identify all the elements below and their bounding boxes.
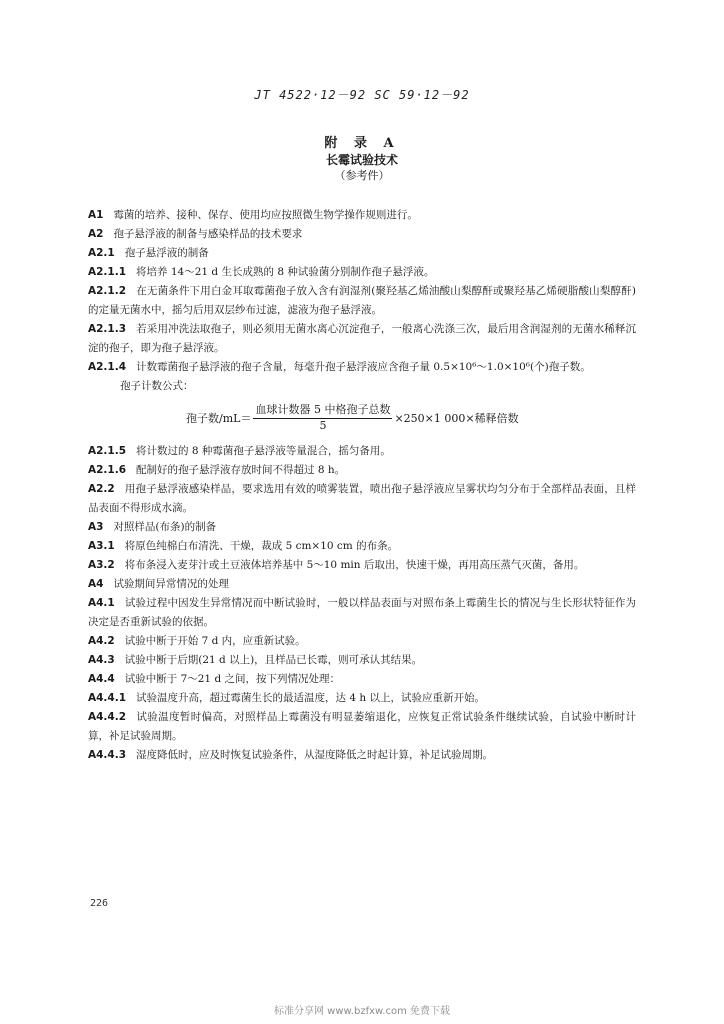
clause-text: 湿度降低时，应及时恢复试验条件，从湿度降低之时起计算，补足试验周期。 bbox=[136, 749, 494, 761]
clause bbox=[88, 480, 636, 518]
clause-number: A2.2 bbox=[88, 483, 115, 495]
clause-text: 将原色纯棉白布清洗、干燥，裁成 5 cm×10 cm 的布条。 bbox=[124, 540, 399, 552]
clause bbox=[88, 651, 636, 670]
clause-text: 对照样品(布条)的制备 bbox=[113, 521, 217, 533]
clause-number: A4.4.3 bbox=[88, 749, 127, 761]
clause-number: A3.2 bbox=[88, 559, 115, 571]
clause-text: 试验中断于开始 7 d 内，应重新试验。 bbox=[124, 635, 306, 647]
clause-text: 若采用冲洗法取孢子，则必须用无菌水离心沉淀孢子，一般离心洗涤三次，最后用含润湿剂的无菌水稀释沉淀的孢子，即为孢子悬浮液。 bbox=[88, 323, 636, 354]
page-number: 226 bbox=[90, 898, 109, 909]
clause bbox=[88, 206, 636, 225]
clause-text: 孢子悬浮液的制备 bbox=[124, 247, 209, 259]
clause-number: A4 bbox=[88, 578, 104, 590]
standard-code-header: JT 4522·12－92 SC 59·12－92 bbox=[254, 88, 470, 102]
clause-text: 试验中断于后期(21 d 以上)，且样品已长霉，则可承认其结果。 bbox=[124, 654, 423, 666]
footer-watermark: 标准分享网 www.bzfxw.com 免费下载 bbox=[274, 1006, 450, 1017]
appendix-title: 附 录 A bbox=[324, 136, 400, 151]
clause bbox=[88, 556, 636, 575]
clause-text: 试验中断于 7～21 d 之间，按下列情况处理： bbox=[124, 673, 341, 685]
clause-number: A4.2 bbox=[88, 635, 115, 647]
clause-text: 将布条浸入麦芽汁或土豆液体培养基中 5～10 min 后取出，快速干燥，再用高压蒸气灭菌，备用。 bbox=[124, 559, 585, 571]
formula-denominator: 5 bbox=[319, 419, 327, 432]
body-text bbox=[88, 206, 636, 765]
clause bbox=[88, 575, 636, 594]
appendix-reference: （参考件） bbox=[334, 169, 390, 182]
clause bbox=[88, 320, 636, 358]
clause bbox=[88, 670, 636, 689]
clause bbox=[88, 518, 636, 537]
clause bbox=[88, 461, 636, 480]
clause-number: A4.4.2 bbox=[88, 711, 127, 723]
clause bbox=[88, 263, 636, 282]
clause bbox=[88, 282, 636, 320]
clause-text: 试验期间异常情况的处理 bbox=[113, 578, 229, 590]
clause-text: 将计数过的 8 种霉菌孢子悬浮液等量混合，摇匀备用。 bbox=[136, 445, 391, 457]
clause-text: 霉菌的培养、接种、保存、使用均应按照微生物学操作规则进行。 bbox=[113, 209, 418, 221]
clause-number: A4.4.1 bbox=[88, 692, 127, 704]
clause-number: A4.4 bbox=[88, 673, 115, 685]
clause-number: A1 bbox=[88, 209, 104, 221]
clause-number: A2 bbox=[88, 228, 104, 240]
clause-text: 试验温度升高，超过霉菌生长的最适温度，达 4 h 以上，试验应重新开始。 bbox=[136, 692, 485, 704]
formula-intro: 孢子计数公式： bbox=[120, 380, 194, 392]
clause-number: A3.1 bbox=[88, 540, 115, 552]
clause-text: 配制好的孢子悬浮液存放时间不得超过 8 h。 bbox=[136, 464, 346, 476]
clause-number: A3 bbox=[88, 521, 104, 533]
clause-number: A2.1.6 bbox=[88, 464, 127, 476]
clause-number: A2.1.2 bbox=[88, 285, 127, 297]
clause bbox=[88, 689, 636, 708]
clause-text: 用孢子悬浮液感染样品，要求选用有效的喷雾装置，喷出孢子悬浮液应呈雾状均匀分布于全部样品表面，且样品表面不得形成水滴。 bbox=[88, 483, 636, 514]
formula-fraction bbox=[253, 403, 392, 433]
clause-text: 试验温度暂时偏高，对照样品上霉菌没有明显萎缩退化，应恢复正常试验条件继续试验，自试验中断时计算，补足试验周期。 bbox=[88, 711, 636, 742]
formula-numerator: 血球计数器 5 中格孢子总数 bbox=[253, 403, 392, 419]
formula-rhs: ×250×1 000×稀释倍数 bbox=[394, 411, 519, 425]
clause-number: A2.1.5 bbox=[88, 445, 127, 457]
appendix-name: 长霉试验技术 bbox=[325, 153, 398, 167]
clause bbox=[88, 632, 636, 651]
clause bbox=[88, 537, 636, 556]
clause bbox=[88, 358, 636, 377]
clause-number: A2.1.4 bbox=[88, 361, 127, 373]
clause-number: A2.1.3 bbox=[88, 323, 127, 335]
clause-text: 在无菌条件下用白金耳取霉菌孢子放入含有润湿剂(聚羟基乙烯油酸山梨醇酐或聚羟基乙烯硬脂酸山梨醇酐)的定量无菌水中，摇匀后用双层纱布过滤，滤液为孢子悬浮液。 bbox=[88, 285, 636, 316]
title-block bbox=[0, 136, 724, 184]
clause-number: A2.1 bbox=[88, 247, 115, 259]
clause bbox=[88, 594, 636, 632]
formula-expression bbox=[186, 403, 519, 433]
clause bbox=[88, 746, 636, 765]
formula-lhs: 孢子数/mL＝ bbox=[186, 411, 252, 425]
clause-number: A2.1.1 bbox=[88, 266, 127, 278]
clause bbox=[88, 225, 636, 244]
clause bbox=[88, 708, 636, 746]
clause-number: A4.1 bbox=[88, 597, 115, 609]
clause bbox=[88, 244, 636, 263]
clause bbox=[88, 442, 636, 461]
spore-count-formula bbox=[88, 399, 636, 439]
clause-text: 试验过程中因发生异常情况而中断试验时，一般以样品表面与对照布条上霉菌生长的情况与生长形状特征作为决定是否重新试验的依据。 bbox=[88, 597, 636, 628]
clause-text: 计数霉菌孢子悬浮液的孢子含量，每毫升孢子悬浮液应含孢子量 0.5×10⁶～1.0×10⁶(个)孢子数。 bbox=[136, 361, 591, 373]
clause-number: A4.3 bbox=[88, 654, 115, 666]
clause-text: 将培养 14～21 d 生长成熟的 8 种试验菌分别制作孢子悬浮液。 bbox=[136, 266, 435, 278]
clause-text: 孢子悬浮液的制备与感染样品的技术要求 bbox=[113, 228, 303, 240]
